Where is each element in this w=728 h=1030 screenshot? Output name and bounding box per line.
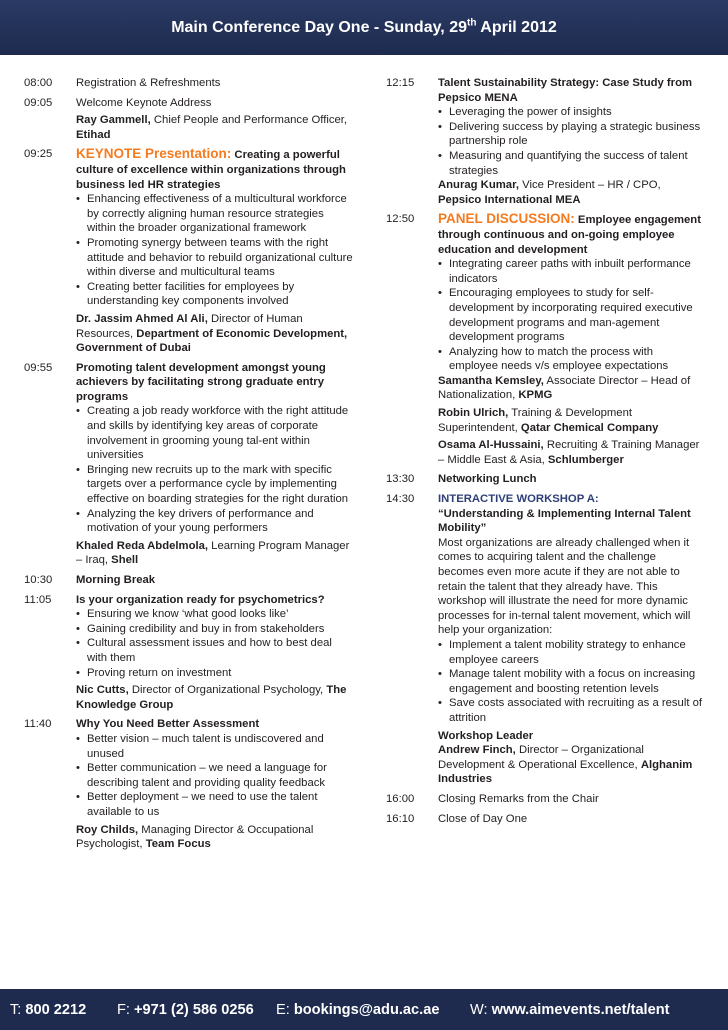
keynote-label: KEYNOTE Presentation: <box>76 146 232 162</box>
workshop-title: “Understanding & Implementing Internal Talent Mobility” <box>438 507 691 535</box>
bullet-list <box>76 192 354 309</box>
list-item: • Manage talent mobility with a focus on increasing engagement and boosting retention levels <box>438 667 704 696</box>
speaker: Khaled Reda Abdelmola, Learning Program Manager – Iraq, Shell <box>76 539 350 567</box>
agenda-item <box>386 492 704 787</box>
speaker: Samantha Kemsley, Associate Director – Head of Nationalization, KPMG <box>438 374 691 402</box>
agenda-item <box>24 96 354 143</box>
agenda-time: 10:30 <box>24 574 53 586</box>
speaker: Roy Childs, Managing Director & Occupational Psychologist, Team Focus <box>76 823 314 851</box>
agenda-item <box>24 593 354 713</box>
workshop-leader-label: Workshop Leader <box>438 729 534 742</box>
list-item: • Better communication – we need a language for describing talent and providing quality feedback <box>76 761 354 790</box>
list-item: • Delivering success by playing a strategic business partnership role <box>438 120 704 149</box>
speaker: Robin Ulrich, Training & Development Superintendent, Qatar Chemical Company <box>438 407 659 434</box>
bullet-list <box>76 404 354 535</box>
agenda-time: 08:00 <box>24 77 53 89</box>
speaker: Anurag Kumar, Vice President – HR / CPO, Pepsico International MEA <box>438 179 661 206</box>
agenda-time: 11:05 <box>24 593 52 606</box>
footer-email[interactable]: E: bookings@adu.ac.ae <box>276 1001 440 1018</box>
agenda-title: Talent Sustainability Strategy: Case Study from Pepsico MENA <box>438 77 693 104</box>
list-item: • Enhancing effectiveness of a multicultural workforce by correctly aligning human resource strategies within the broader organizational framework <box>76 192 354 236</box>
list-item: • Promoting synergy between teams with the right attitude and behavior to rebuild organizational culture within diverse and multicultural teams <box>76 236 354 280</box>
list-item: • Better deployment – we need to use the talent available to us <box>76 790 354 819</box>
footer-phone[interactable]: T: 800 2212 <box>10 1001 87 1018</box>
agenda-title: Is your organization ready for psychometrics? <box>76 593 325 606</box>
list-item: • Analyzing the key drivers of performance and motivation of your young performers <box>76 507 354 536</box>
agenda-item <box>386 212 704 467</box>
speaker: Nic Cutts, Director of Organizational Psychology, The Knowledge Group <box>76 684 347 711</box>
workshop-description: Most organizations are already challenged when it comes to acquiring talent and the challenge becomes even more acute if they are not able to retain the talent that they already have. This workshop will illustrate the need for more dynamic processes for in-ternal talent movement, which will help your organization: <box>438 536 691 637</box>
list-item: • Integrating career paths with inbuilt performance indicators <box>438 257 704 286</box>
agenda-time: 11:40 <box>24 718 52 731</box>
agenda-time: 12:15 <box>386 77 415 89</box>
bullet-list <box>438 638 704 726</box>
agenda-time: 14:30 <box>386 493 415 506</box>
agenda-time: 09:05 <box>24 96 53 109</box>
contact-footer <box>0 989 728 1030</box>
list-item: • Gaining credibility and buy in from stakeholders <box>76 622 354 637</box>
agenda-item <box>24 76 354 91</box>
agenda-title: Close of Day One <box>438 812 528 825</box>
agenda-time: 09:25 <box>24 148 53 161</box>
list-item: • Creating a job ready workforce with the right attitude and skills by identifying key areas of corporate involvement in grooming young tal-ent within universities <box>76 404 354 462</box>
footer-website[interactable]: W: www.aimevents.net/talent <box>470 1001 670 1018</box>
page-title: Main Conference Day One - Sunday, 29th April 2012 <box>171 17 557 36</box>
list-item: • Proving return on investment <box>76 666 354 681</box>
bullet-list <box>438 257 704 374</box>
list-item: • Analyzing how to match the process with employee needs v/s employee expectations <box>438 345 704 374</box>
agenda-item <box>386 812 704 827</box>
agenda-title: Closing Remarks from the Chair <box>438 792 599 805</box>
agenda-time: 12:50 <box>386 213 415 226</box>
agenda-title: Welcome Keynote Address <box>76 96 212 109</box>
agenda-title: PANEL DISCUSSION: Employee engagement through continuous and on-going employee education and development <box>438 211 701 256</box>
agenda-time: 16:10 <box>386 812 415 825</box>
speaker: Ray Gammell, Chief People and Performance Officer, Etihad <box>76 114 348 141</box>
list-item: • Save costs associated with recruiting as a result of attrition <box>438 696 704 725</box>
agenda-title: Promoting talent development amongst young achievers by facilitating strong graduate entry programs <box>76 361 326 403</box>
agenda-item <box>386 472 704 487</box>
agenda-item <box>24 147 354 355</box>
agenda-item <box>24 573 354 588</box>
agenda-title: Networking Lunch <box>438 473 537 486</box>
speaker: Dr. Jassim Ahmed Al Ali, Director of Human Resources, Department of Economic Development, Government of Dubai <box>76 312 348 355</box>
workshop-label: INTERACTIVE WORKSHOP A: <box>438 493 599 506</box>
agenda-item <box>24 717 354 851</box>
list-item: • Measuring and quantifying the success of talent strategies <box>438 149 704 178</box>
agenda-item <box>386 792 704 807</box>
agenda-title: Registration & Refreshments <box>76 77 221 89</box>
agenda-time: 16:00 <box>386 792 415 805</box>
list-item: • Implement a talent mobility strategy to enhance employee careers <box>438 638 704 667</box>
list-item: • Ensuring we know ‘what good looks like’ <box>76 607 354 622</box>
agenda-title: Why You Need Better Assessment <box>76 718 260 731</box>
workshop-leader: Andrew Finch, Director – Organizational Development & Operational Excellence, Alghanim Industries <box>438 744 693 786</box>
agenda-time: 13:30 <box>386 473 415 486</box>
bullet-list <box>76 732 354 820</box>
list-item: • Creating better facilities for employees by understanding key components involved <box>76 280 354 309</box>
list-item: • Bringing new recruits up to the mark with specific targets over a performance cycle by implementing effective on boarding strategies for the right duration <box>76 463 354 507</box>
panel-label: PANEL DISCUSSION: <box>438 211 575 227</box>
speaker: Osama Al-Hussaini, Recruiting & Training Manager – Middle East & Asia, Schlumberger <box>438 439 700 466</box>
agenda-title: Morning Break <box>76 574 156 586</box>
list-item: • Cultural assessment issues and how to best deal with them <box>76 636 354 665</box>
agenda-item <box>24 361 354 568</box>
list-item: • Leveraging the power of insights <box>438 105 704 120</box>
left-column <box>24 76 354 857</box>
footer-fax[interactable]: F: +971 (2) 586 0256 <box>117 1001 254 1018</box>
bullet-list <box>438 105 704 178</box>
agenda-item <box>386 76 704 207</box>
bullet-list <box>76 607 354 680</box>
right-column <box>386 76 704 831</box>
list-item: • Encouraging employees to study for self-development by incorporating required executive development programs and man-agement development programs <box>438 286 704 344</box>
list-item: • Better vision – much talent is undiscovered and unused <box>76 732 354 761</box>
agenda-time: 09:55 <box>24 361 53 374</box>
header-banner <box>0 0 728 55</box>
agenda-title: KEYNOTE Presentation: Creating a powerful culture of excellence within organizations through business led HR strategies <box>76 146 346 191</box>
